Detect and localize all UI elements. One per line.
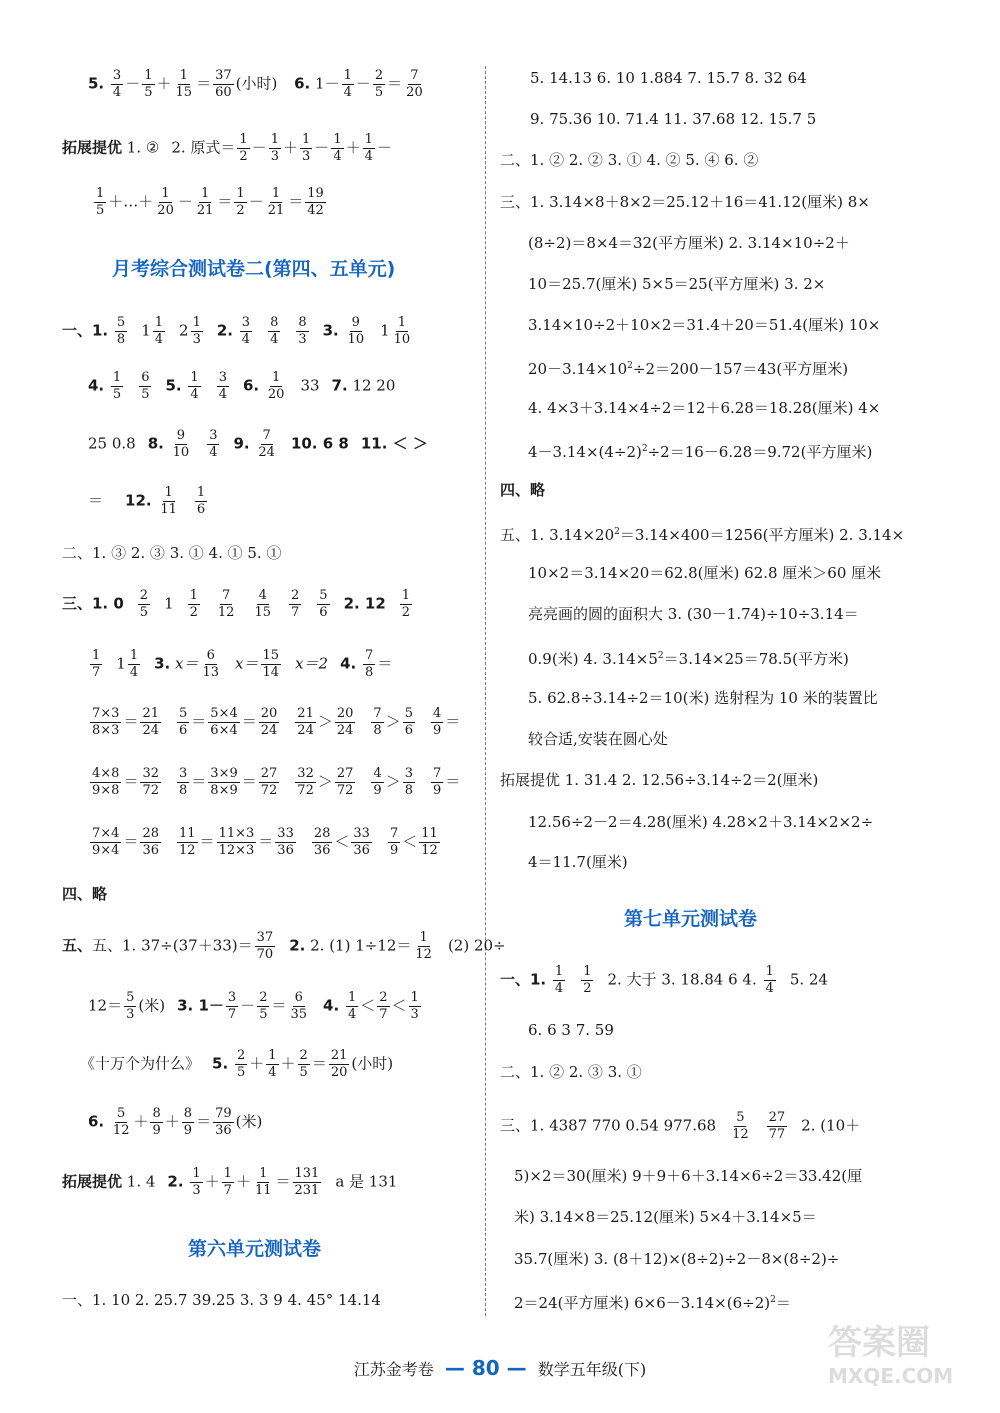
answer-line: 5. 14.13 6. 10 1.884 7. 15.7 8. 32 64 [530, 69, 807, 87]
answer-line: $\frac{7\times 3}{8\times 3}$ ＝ $\frac{21}{24}$ $\frac{5}{6}$ ＝ $\frac{5\times 4}{6\times 4}$ ＝ $\frac{20}{24}$ $\frac{21}{24}$ ＞ $\frac{20}{24}$ $\frac{7}{8}$ ＞ $\frac{5}{6}$ $\frac{4}{9}$ ＝ [92, 706, 461, 738]
answer-line: $\frac{4\times 8}{9\times 8}$ ＝ $\frac{32}{72}$ $\frac{3}{8}$ ＝ $\frac{3\times 9}{8\times 9}$ ＝ $\frac{27}{72}$ $\frac{32}{72}$ ＞ $\frac{27}{72}$ $\frac{4}{9}$ ＞ $\frac{3}{8}$ $\frac{7}{9}$ ＝ [92, 766, 461, 798]
answer-line: 二、1. ② 2. ③ 3. ① [500, 1063, 642, 1081]
section-heading: 第六单元测试卷 [188, 1238, 322, 1260]
answer-line: 三、1. 0 $\frac{2}{5}$ 1 $\frac{1}{2}$ $\frac{7}{12}$ $\frac{4}{15}$ $\frac{2}{7}$ $\frac{5}{6}$ 2. 12 $\frac{1}{2}$ [62, 588, 411, 620]
answer-line: 《十万个为什么》 5. $\frac{2}{5}$ ＋ $\frac{1}{4}$ ＋ $\frac{2}{5}$ ＝ $\frac{21}{20}$ (小时) [80, 1048, 394, 1080]
answer-line: 一、1. 10 2. 25.7 39.25 3. 3 9 4. 45° 14.14 [62, 1291, 381, 1309]
answer-line: 五、五、1. 37÷(37＋33)＝ $\frac{37}{70}$ 2. 2. (1) 1÷12＝ $\frac{1}{12}$ (2) 20÷ [62, 930, 506, 962]
answer-line: (8÷2)＝8×4＝32(平方厘米) 2. 3.14×10÷2＋ [528, 234, 850, 252]
answer-line: 12.56÷2－2＝4.28(厘米) 4.28×2＋3.14×2×2÷ [528, 813, 874, 831]
answer-line: 一、1. $\frac{5}{8}$ 1 $\frac{1}{4}$ 2 $\frac{1}{3}$ 2. $\frac{3}{4}$ $\frac{8}{4}$ $\frac{8}{3}$ 3. $\frac{9}{10}$ 1 $\frac{1}{10}$ [62, 315, 411, 347]
right-column [490, 0, 1000, 1413]
watermark-url: MXQE.COM [828, 1364, 954, 1388]
answer-line: 35.7(厘米) 3. (8＋12)×(8÷2)÷2－8×(8÷2)÷ [514, 1250, 840, 1268]
book-title: 江苏金考卷 [353, 1360, 434, 1379]
page-number: — 80 — [444, 1356, 527, 1380]
answer-line: $\frac{1}{7}$ 1 $\frac{1}{4}$ 3. x＝ $\frac{6}{13}$ x＝ $\frac{15}{14}$ x＝2 4. $\frac{7}{8}$ ＝ [92, 648, 393, 680]
answer-line: 4＝11.7(厘米) [528, 853, 628, 871]
answer-line: 亮亮画的圆的面积大 3. (30－1.74)÷10÷3.14＝ [528, 605, 859, 623]
subject-grade: 数学五年级(下) [537, 1360, 647, 1379]
answer-line: 四、略 [500, 481, 546, 499]
answer-line: 12＝ $\frac{5}{3}$ (米) 3. 1－ $\frac{3}{7}$ － $\frac{2}{5}$ ＝ $\frac{6}{35}$ 4. $\frac{1}{4}$ ＜ $\frac{2}{7}$ ＜ $\frac{1}{3}$ [88, 990, 419, 1022]
answer-line: 三、1. 3.14×8＋8×2＝25.12＋16＝41.12(厘米) 8× [500, 193, 870, 211]
answer-line: 三、1. 4387 770 0.54 977.68 $\frac{5}{12}$ $\frac{27}{77}$ 2. (10＋ [500, 1110, 861, 1142]
answer-line: 5. 62.8÷3.14÷2＝10(米) 选射程为 10 米的装置比 [528, 689, 878, 707]
answer-line: $4-3.14\times(4\div 2)^2\div 2=16-6.28=9.72$(平方厘米) [528, 443, 873, 461]
answer-line: 拓展提优 1. ② 2. 原式＝ $\frac{1}{2}$ － $\frac{1}{3}$ ＋ $\frac{1}{3}$ － $\frac{1}{4}$ ＋ $\frac{1}{4}$ － [62, 132, 392, 164]
watermark-logo [828, 1315, 978, 1395]
answer-line: ＝ 12. $\frac{1}{11}$ $\frac{1}{6}$ [88, 485, 206, 517]
answer-line: 10＝25.7(厘米) 5×5＝25(平方厘米) 3. 2× [528, 275, 826, 293]
answer-line: 6. $\frac{5}{12}$ ＋ $\frac{8}{9}$ ＋ $\frac{8}{9}$ ＝ $\frac{79}{36}$ (米) [88, 1106, 263, 1138]
answer-line: 米) 3.14×8＝25.12(厘米) 5×4＋3.14×5＝ [514, 1208, 817, 1226]
answer-line: 二、1. ② 2. ② 3. ① 4. ② 5. ④ 6. ② [500, 151, 759, 169]
answer-line: 五、1. $3.14\times 20^2=3.14\times 400=1256$(平方厘米) 2. 3.14× [500, 526, 905, 544]
watermark-title: 答案圈 [828, 1323, 930, 1363]
answer-line: 25 0.8 8. $\frac{9}{10}$ $\frac{3}{4}$ 9. $\frac{7}{24}$ 10. 6 8 11. ＜ ＞ [88, 428, 428, 460]
answer-line: 二、1. ③ 2. ③ 3. ① 4. ① 5. ① [62, 544, 282, 562]
answer-line: 一、1. $\frac{1}{4}$ $\frac{1}{2}$ 2. 大于 3. 18.84 6 4. $\frac{1}{4}$ 5. 24 [500, 964, 828, 996]
answer-line: 拓展提优 1. 4 2. $\frac{1}{3}$ ＋ $\frac{1}{7}$ ＋ $\frac{1}{11}$ ＝ $\frac{131}{231}$ a 是 131 [62, 1166, 398, 1198]
answer-line: 2＝24(平方厘米) $6\times 6-3.14\times(6\div 2)^2=$ [514, 1294, 791, 1312]
answer-line: 4. 4×3＋3.14×4÷2＝12＋6.28＝18.28(厘米) 4× [528, 399, 881, 417]
section-heading: 月考综合测试卷二(第四、五单元) [112, 258, 396, 280]
answer-line: $\frac{7\times 4}{9\times 4}$ ＝ $\frac{28}{36}$ $\frac{11}{12}$ ＝ $\frac{11\times 3}{12\times 3}$ ＝ $\frac{33}{36}$ $\frac{28}{36}$ ＜ $\frac{33}{36}$ $\frac{7}{9}$ ＜ $\frac{11}{12}$ [92, 826, 438, 858]
section-heading: 第七单元测试卷 [624, 908, 758, 930]
answer-line: 5. $\frac{3}{4}$ － $\frac{1}{5}$ ＋ $\frac{1}{15}$ ＝ $\frac{37}{60}$ (小时) 6. 1－ $\frac{1}{4}$ － $\frac{2}{5}$ ＝ $\frac{7}{20}$ [88, 68, 423, 100]
answer-line: 5)×2＝30(厘米) 9＋9＋6＋3.14×6÷2＝33.42(厘 [514, 1167, 863, 1185]
answer-line: 4. $\frac{1}{5}$ $\frac{6}{5}$ 5. $\frac{1}{4}$ $\frac{3}{4}$ 6. $\frac{1}{20}$ 33 7. 12 20 [88, 370, 396, 402]
answer-line: 10×2＝3.14×20＝62.8(厘米) 62.8 厘米＞60 厘米 [528, 564, 882, 582]
answer-line: 四、略 [62, 885, 108, 903]
answer-line: 较合适,安装在圆心处 [528, 730, 668, 748]
answer-line: 6. 6 3 7. 59 [528, 1021, 614, 1039]
answer-line: 0.9(米) 4. $3.14\times 5^2=3.14\times 25=78.5$(平方米) [528, 650, 849, 668]
answer-line: 9. 75.36 10. 71.4 11. 37.68 12. 15.7 5 [530, 110, 817, 128]
answer-line: 3.14×10÷2＋10×2＝31.4＋20＝51.4(厘米) 10× [528, 316, 881, 334]
answer-line: 拓展提优 1. 31.4 2. 12.56÷3.14÷2＝2(厘米) [500, 771, 819, 789]
answer-line: $20-3.14\times 10^2\div 2=200-157=43$(平方厘米) [528, 360, 849, 378]
answer-line: $\frac{1}{5}$ ＋…＋ $\frac{1}{20}$ － $\frac{1}{21}$ ＝ $\frac{1}{2}$ － $\frac{1}{21}$ ＝ $\frac{19}{42}$ [96, 186, 324, 218]
